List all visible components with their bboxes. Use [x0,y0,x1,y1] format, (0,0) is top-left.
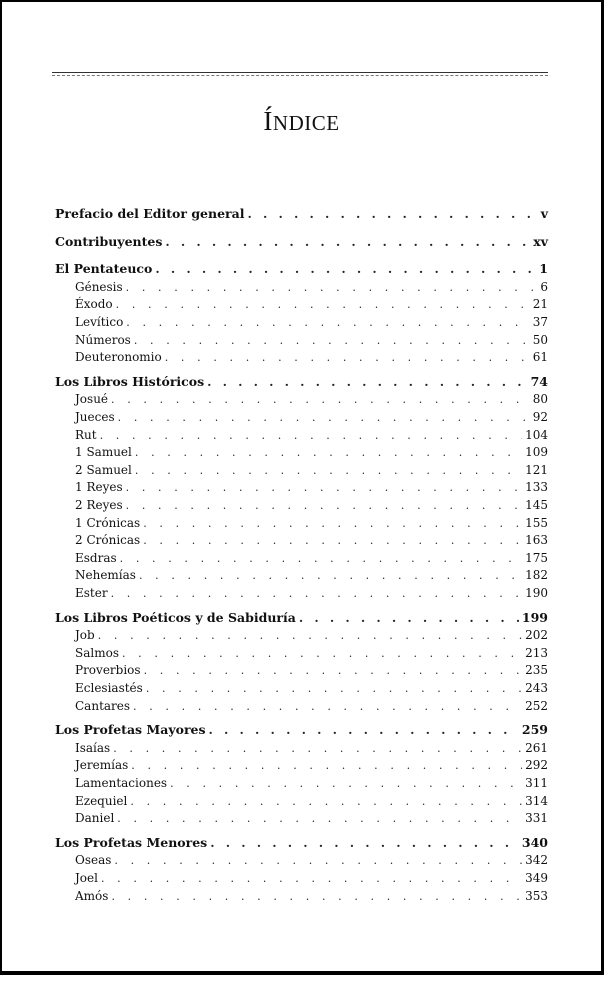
toc-entry-page: 175 [525,550,548,565]
toc-entry-page: 37 [532,315,548,329]
dot-leader [299,609,519,627]
toc-entry[interactable] [75,661,548,679]
toc-entry[interactable] [75,549,548,567]
toc-entry[interactable] [75,461,548,479]
toc-entry-page: 133 [525,480,548,495]
dot-leader [134,332,530,350]
toc-entry-label: Lamentaciones [75,776,168,790]
dot-leader [130,793,522,811]
toc-entry-page: 292 [525,758,548,773]
toc-entry-page: 155 [525,515,548,530]
dot-leader [133,698,522,716]
toc-entry-label: Génesis [75,279,123,294]
dot-leader [98,627,522,645]
toc-entry-label: Cantares [75,698,131,713]
dot-leader [248,205,538,223]
dot-leader [111,888,522,906]
toc-entry-label: Ester [75,586,108,600]
toc-section[interactable] [55,721,548,739]
dot-leader [135,462,522,480]
toc-entry-page: xv [533,233,548,249]
toc-entry-label: Números [75,332,131,347]
toc-entry-label: 1 Samuel [75,445,132,460]
dot-leader [111,585,523,603]
dot-leader [118,409,530,427]
toc-entry-label: Contribuyentes [55,233,163,249]
toc-entry-label: 2 Crónicas [75,533,141,548]
toc-entry-label: Los Profetas Menores [55,834,208,850]
toc-entry[interactable] [75,514,548,532]
toc-entry-label: Proverbios [75,663,141,678]
toc-entry[interactable] [75,426,548,444]
toc-entry-page: 342 [525,853,548,868]
toc-entry[interactable] [75,566,548,584]
toc-entry[interactable] [75,792,548,810]
toc-entry-label: Josué [75,392,109,407]
toc-entry-page: 349 [525,871,548,885]
page-title [2,106,601,137]
toc-entry-label: 2 Samuel [75,462,132,477]
toc-entry-page: 163 [525,533,548,548]
dot-leader [122,645,522,663]
toc-entry-page: 61 [532,350,548,365]
toc-entry-page: 202 [525,628,548,643]
toc-entry[interactable] [75,408,548,426]
toc-entry-page: 1 [539,261,548,277]
toc-entry[interactable] [75,313,548,331]
toc-entry-page: 235 [525,663,548,678]
toc-entry-label: Los Libros Poéticos y de Sabiduría [55,609,296,625]
toc-section[interactable] [55,233,548,251]
toc-entry-page: 259 [521,722,548,738]
dot-leader [143,515,522,533]
toc-entry-page: 145 [525,498,548,512]
dot-leader [114,852,522,870]
toc-section[interactable] [55,609,548,627]
toc-entry[interactable] [75,331,548,349]
toc-entry-page: 199 [521,609,548,625]
toc-entry-page: 311 [525,776,548,790]
toc-entry-page: 252 [525,698,548,713]
dot-leader [111,391,530,409]
toc-entry-page: 190 [525,586,548,600]
toc-entry[interactable] [75,496,548,514]
toc-entry[interactable] [75,443,548,461]
toc-entry-label: Prefacio del Editor general [55,206,245,221]
title-rest: NDICE [272,111,340,135]
toc-entry-label: Los Libros Históricos [55,373,205,389]
toc-entry-label: Jeremías [75,758,129,773]
toc-entry-label: Esdras [75,550,117,565]
toc-entry[interactable] [75,531,548,549]
toc-entry-page: 353 [525,888,548,903]
toc-entry-label: 2 Reyes [75,498,123,512]
toc-entry[interactable] [75,739,548,757]
toc-entry[interactable] [75,478,548,496]
toc-entry-label: El Pentateuco [55,261,153,277]
dot-leader [207,373,527,391]
toc-entry[interactable] [75,348,548,366]
toc-entry-label: Joel [75,871,98,885]
toc-section[interactable] [55,260,548,278]
dot-leader [144,662,523,680]
toc-section[interactable] [55,205,548,223]
toc-entry-label: Isaías [75,740,111,755]
toc-entry-page: 121 [525,462,548,477]
toc-section[interactable] [55,834,548,852]
dot-leader [116,296,530,314]
toc-entry[interactable] [75,584,548,602]
toc-entry[interactable] [75,390,548,408]
toc-entry-label: Job [75,628,95,643]
toc-entry[interactable] [75,774,548,792]
toc-section[interactable] [55,373,548,391]
toc-entry-label: 1 Reyes [75,480,123,495]
toc-entry-page: 213 [525,645,548,660]
dot-leader [100,427,523,445]
toc-entry[interactable] [75,644,548,662]
toc-entry-label: Levítico [75,315,124,329]
dot-leader [165,233,530,251]
toc-entry-page: 182 [525,568,548,583]
dot-leader [139,567,522,585]
toc-entry-label: Eclesiastés [75,681,143,695]
toc-entry[interactable] [75,295,548,313]
dot-leader [155,260,536,278]
toc-entry-page: 21 [532,297,548,312]
dot-leader [120,550,522,568]
toc-entry-page: 50 [532,332,548,347]
toc-entry-page: 331 [525,811,548,826]
title-initial: Í [263,106,273,136]
dot-leader [126,497,522,515]
toc-entry-page: 92 [532,410,548,424]
dot-leader [209,721,519,739]
toc-entry-page: 261 [525,740,548,755]
toc-entry[interactable] [75,887,548,905]
toc-entry-label: Salmos [75,645,119,660]
toc-entry-label: Rut [75,427,97,442]
toc-entry[interactable] [75,809,548,827]
toc-entry-page: 243 [525,681,548,695]
dot-leader [101,870,522,888]
toc-entry-label: Ezequiel [75,793,128,808]
toc-entry[interactable] [75,697,548,715]
dot-leader [135,444,522,462]
toc-entry-label: Jueces [75,410,115,424]
toc-entry[interactable] [75,869,548,887]
toc-entry[interactable] [75,679,548,697]
toc-entry-label: Daniel [75,811,115,826]
toc-entry-label: Oseas [75,853,112,868]
dot-leader [210,834,519,852]
toc-entry-label: 1 Crónicas [75,515,141,530]
dot-leader [165,349,530,367]
dot-leader [170,775,522,793]
toc-entry-label: Deuteronomio [75,350,162,365]
toc-entry-page: 314 [525,793,548,808]
dot-leader [126,314,529,332]
toc-entry-page: 340 [521,834,548,850]
dot-leader [131,757,522,775]
dot-leader [126,479,522,497]
dot-leader [143,532,522,550]
dot-leader [146,680,522,698]
top-rule [52,72,548,76]
toc-entry[interactable] [75,626,548,644]
toc-entry-label: Amós [75,888,109,903]
toc-entry-page: 80 [532,392,548,407]
toc-entry-label: Éxodo [75,297,113,312]
toc-entry-page: v [540,206,548,221]
toc-entry-page: 104 [525,427,548,442]
toc-entry[interactable] [75,851,548,869]
toc-entry[interactable] [75,756,548,774]
toc-entry-label: Nehemías [75,568,136,583]
dot-leader [113,740,522,758]
dot-leader [117,810,522,828]
toc-entry-label: Los Profetas Mayores [55,722,206,738]
dot-leader [126,279,538,297]
toc-entry-page: 6 [540,279,548,294]
toc-entry[interactable] [75,278,548,296]
toc-entry-page: 74 [530,373,548,389]
toc-entry-page: 109 [525,445,548,460]
